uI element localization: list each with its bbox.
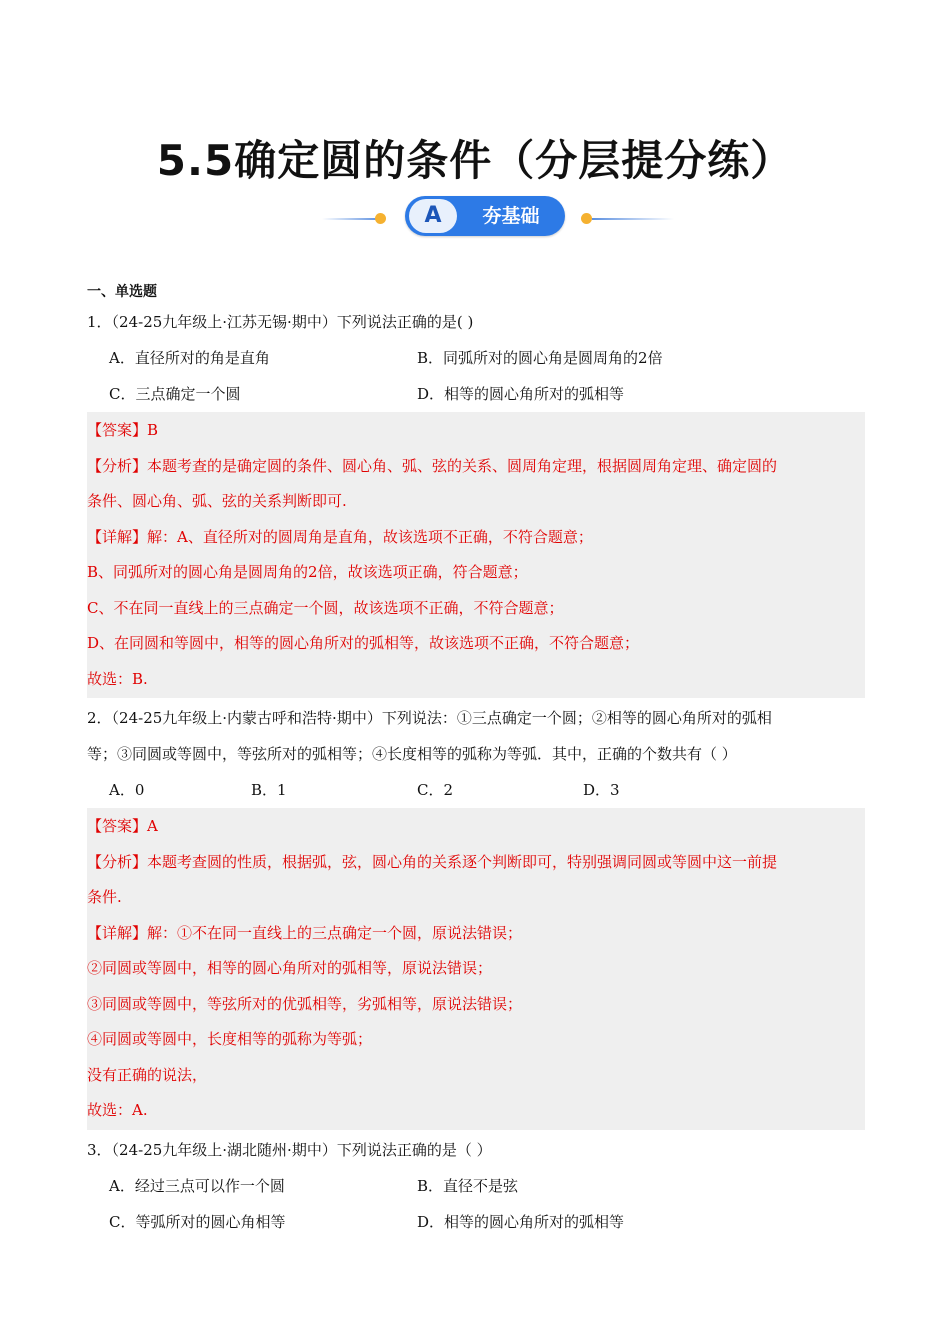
answer-line: 【详解】解：A、直径所对的圆周角是直角，故该选项不正确，不符合题意； xyxy=(87,527,593,546)
option-a: A．直径所对的角是直角 xyxy=(109,349,270,367)
answer-line: 【答案】B xyxy=(87,421,159,439)
answer-line: C、不在同一直线上的三点确定一个圆，故该选项不正确，不符合题意； xyxy=(87,598,564,617)
divider-right xyxy=(592,218,674,220)
question-stem: 1．（24-25九年级上·江苏无锡·期中）下列说法正确的是( ) xyxy=(87,313,474,331)
option-c: C．2 xyxy=(417,781,454,799)
answer-line: 故选：A. xyxy=(87,1101,148,1119)
answer-line: 条件. xyxy=(87,888,122,906)
answer-line: ②同圆或等圆中，相等的圆心角所对的弧相等，原说法错误； xyxy=(87,959,493,977)
divider-left xyxy=(322,218,380,220)
option-d: D．相等的圆心角所对的弧相等 xyxy=(417,385,625,403)
answer-box xyxy=(87,412,865,698)
option-a: A．经过三点可以作一个圆 xyxy=(109,1176,285,1195)
answer-line: 条件、圆心角、弧、弦的关系判断即可. xyxy=(87,492,347,510)
option-d: D．3 xyxy=(583,781,620,799)
answer-line: 【答案】A xyxy=(87,817,158,835)
question-3 xyxy=(87,1132,865,1240)
answer-box xyxy=(87,808,865,1130)
options-row xyxy=(87,376,865,412)
answer-line: 没有正确的说法， xyxy=(87,1065,208,1084)
option-b: B．1 xyxy=(251,781,287,799)
answer-line: ④同圆或等圆中，长度相等的弧称为等弧； xyxy=(87,1030,373,1048)
option-a: A．0 xyxy=(109,781,145,799)
level-letter: A xyxy=(409,199,457,233)
answer-line: D、在同圆和等圆中，相等的圆心角所对的弧相等，故该选项不正确，不符合题意； xyxy=(87,634,640,652)
question-stem: 3．（24-25九年级上·湖北随州·期中）下列说法正确的是（ ） xyxy=(87,1140,492,1159)
answer-line: B、同弧所对的圆心角是圆周角的2倍，故该选项正确，符合题意； xyxy=(87,563,528,581)
option-c: C．等弧所对的圆心角相等 xyxy=(109,1212,286,1231)
option-b: B．直径不是弦 xyxy=(417,1176,519,1195)
option-c: C．三点确定一个圆 xyxy=(109,385,241,403)
worksheet-body xyxy=(87,280,865,1240)
options-row xyxy=(87,1168,865,1204)
question-stem: 等；③同圆或等圆中，等弦所对的弧相等；④长度相等的弧称为等弧．其中，正确的个数共有（ ） xyxy=(87,745,737,763)
dot-left xyxy=(375,213,386,224)
dot-right xyxy=(581,213,592,224)
options-row xyxy=(87,340,865,376)
option-d: D．相等的圆心角所对的弧相等 xyxy=(417,1212,625,1231)
question-1 xyxy=(87,304,865,698)
answer-line: ③同圆或等圆中，等弦所对的优弧相等，劣弧相等，原说法错误； xyxy=(87,994,523,1013)
option-b: B．同弧所对的圆心角是圆周角的2倍 xyxy=(417,349,663,367)
options-row xyxy=(87,772,865,808)
options-row xyxy=(87,1204,865,1240)
level-banner xyxy=(0,194,950,240)
page-title: 5.5确定圆的条件（分层提分练） xyxy=(156,136,794,185)
question-stem: 2．（24-25九年级上·内蒙古呼和浩特·期中）下列说法：①三点确定一个圆；②相等的圆心角所对的弧相 xyxy=(87,709,772,727)
answer-line: 【详解】解：①不在同一直线上的三点确定一个圆，原说法错误； xyxy=(87,923,523,942)
question-2 xyxy=(87,700,865,1130)
answer-line: 故选：B. xyxy=(87,669,148,688)
level-badge xyxy=(405,196,565,236)
level-label: 夯基础 xyxy=(482,205,540,227)
section-title: 一、单选题 xyxy=(87,284,157,300)
answer-line: 【分析】本题考查圆的性质，根据弧，弦，圆心角的关系逐个判断即可，特别强调同圆或等圆中这一前提 xyxy=(87,852,778,871)
answer-line: 【分析】本题考查的是确定圆的条件、圆心角、弧、弦的关系、圆周角定理，根据圆周角定理、确定圆的 xyxy=(87,456,778,475)
